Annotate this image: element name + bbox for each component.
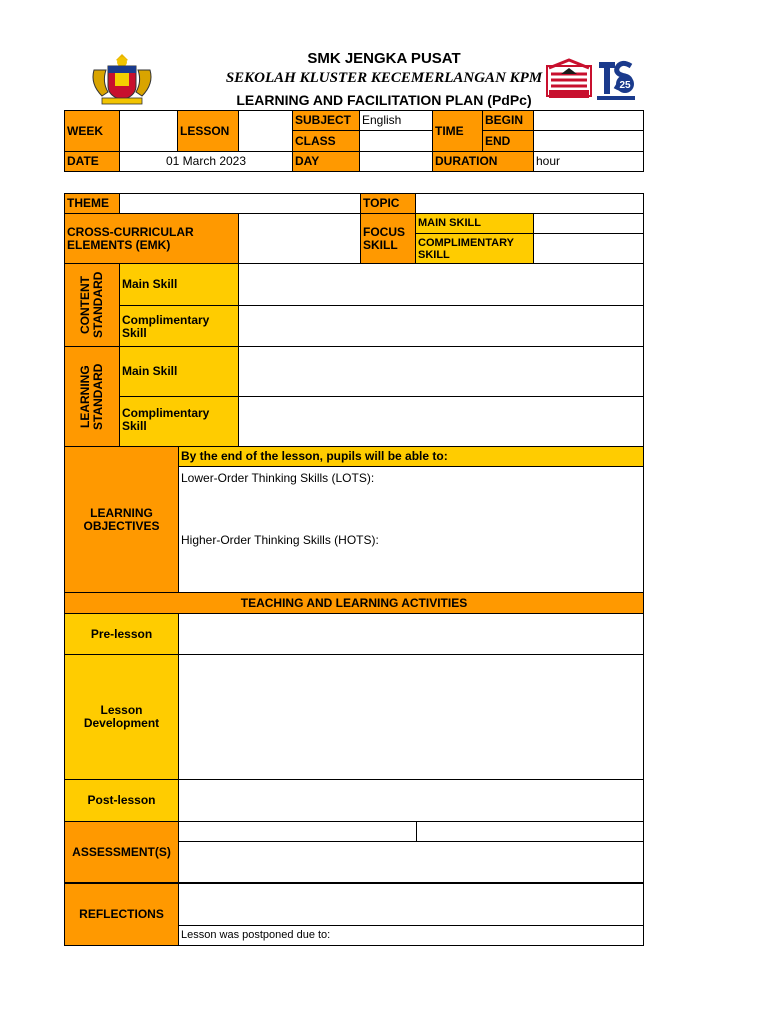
- emk-field[interactable]: [238, 213, 361, 264]
- end-label: END: [482, 130, 534, 152]
- time-label: TIME: [432, 110, 483, 152]
- pre-lesson-label: Pre-lesson: [64, 613, 179, 655]
- date-field[interactable]: 01 March 2023: [119, 151, 293, 172]
- lesson-field[interactable]: [238, 110, 293, 152]
- plan-title: LEARNING AND FACILITATION PLAN (PdPc): [236, 92, 532, 108]
- topic-label: TOPIC: [360, 193, 416, 214]
- learning-standard-label: LEARNING STANDARD: [78, 363, 105, 430]
- postponed-field[interactable]: Lesson was postponed due to:: [178, 925, 644, 946]
- week-label: WEEK: [64, 110, 120, 152]
- content-standard-label: CONTENT STANDARD: [78, 271, 105, 339]
- content-complimentary-skill-field[interactable]: [238, 305, 644, 347]
- logo-badge-number: 25: [619, 80, 631, 91]
- focus-complimentary-skill-label: COMPLIMENTARY SKILL: [415, 233, 534, 264]
- theme-field[interactable]: [119, 193, 361, 214]
- duration-label: DURATION: [432, 151, 534, 172]
- school-tagline: SEKOLAH KLUSTER KECEMERLANGAN KPM: [225, 70, 543, 86]
- topic-field[interactable]: [415, 193, 644, 214]
- subject-field[interactable]: English: [359, 110, 433, 131]
- date-label: DATE: [64, 151, 120, 172]
- content-standard-block: [64, 263, 120, 347]
- hots-label: Higher-Order Thinking Skills (HOTS):: [181, 533, 379, 547]
- content-main-skill-label: Main Skill: [119, 263, 239, 306]
- learning-complimentary-skill-label: Complimentary Skill: [119, 396, 239, 447]
- reflections-label: REFLECTIONS: [64, 883, 179, 946]
- subject-label: SUBJECT: [292, 110, 360, 131]
- begin-field[interactable]: [533, 110, 644, 131]
- cluster-logo: [595, 58, 637, 102]
- lesson-development-label: Lesson Development: [64, 654, 179, 780]
- end-field[interactable]: [533, 130, 644, 152]
- day-field[interactable]: [359, 151, 433, 172]
- activities-title: TEACHING AND LEARNING ACTIVITIES: [64, 592, 644, 614]
- post-lesson-label: Post-lesson: [64, 779, 179, 822]
- focus-skill-label: FOCUS SKILL: [360, 213, 416, 264]
- lots-label: Lower-Order Thinking Skills (LOTS):: [181, 471, 375, 485]
- emk-label: CROSS-CURRICULAR ELEMENTS (EMK): [64, 213, 239, 264]
- class-label: CLASS: [292, 130, 360, 152]
- learning-main-skill-label: Main Skill: [119, 346, 239, 397]
- theme-label: THEME: [64, 193, 120, 214]
- lesson-development-field[interactable]: [178, 654, 644, 780]
- begin-label: BEGIN: [482, 110, 534, 131]
- objectives-intro: By the end of the lesson, pupils will be able to:: [178, 446, 644, 467]
- assessment-label: ASSESSMENT(S): [64, 821, 179, 883]
- school-logo: [545, 58, 593, 104]
- content-complimentary-skill-label: Complimentary Skill: [119, 305, 239, 347]
- reflections-field[interactable]: [178, 883, 644, 926]
- post-lesson-field[interactable]: [178, 779, 644, 822]
- learning-standard-block: [64, 346, 120, 447]
- assessment-notes-field[interactable]: [178, 841, 644, 883]
- day-label: DAY: [292, 151, 360, 172]
- learning-objectives-label: LEARNING OBJECTIVES: [64, 446, 179, 593]
- coat-of-arms-logo: [88, 52, 156, 106]
- learning-complimentary-skill-field[interactable]: [238, 396, 644, 447]
- pre-lesson-field[interactable]: [178, 613, 644, 655]
- learning-main-skill-field[interactable]: [238, 346, 644, 397]
- school-name: SMK JENGKA PUSAT: [307, 50, 461, 67]
- assessment-field-left[interactable]: [178, 821, 417, 842]
- duration-field[interactable]: hour: [533, 151, 644, 172]
- focus-main-skill-label: MAIN SKILL: [415, 213, 534, 234]
- focus-main-skill-field[interactable]: [533, 213, 644, 234]
- week-field[interactable]: [119, 110, 178, 152]
- assessment-field-right[interactable]: [416, 821, 644, 842]
- focus-complimentary-skill-field[interactable]: [533, 233, 644, 264]
- objectives-field[interactable]: [178, 466, 644, 593]
- lesson-label: LESSON: [177, 110, 239, 152]
- class-field[interactable]: [359, 130, 433, 152]
- content-main-skill-field[interactable]: [238, 263, 644, 306]
